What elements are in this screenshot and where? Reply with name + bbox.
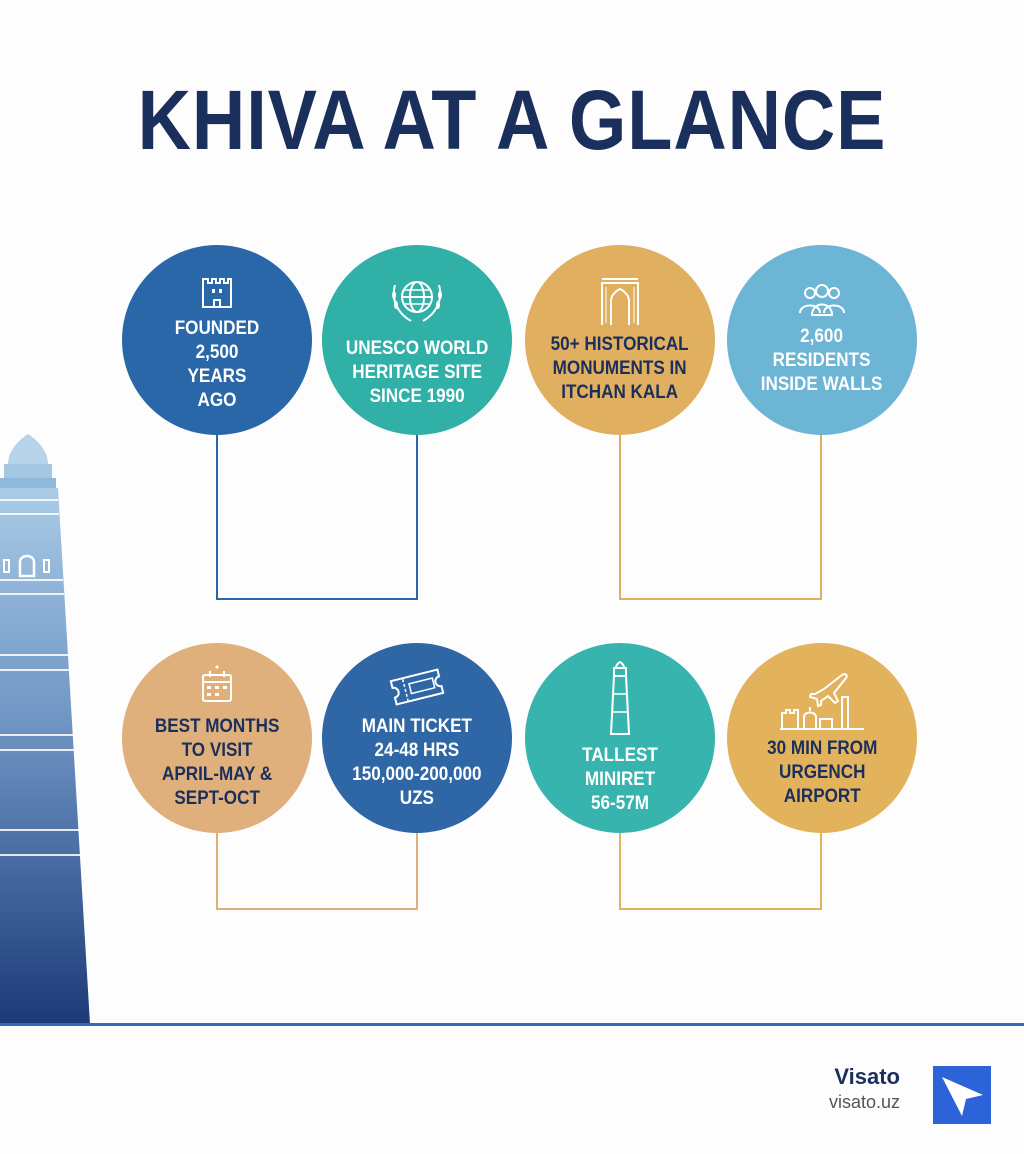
fact-unesco-text: UNESCO WORLD HERITAGE SITE SINCE 1990 [345, 338, 489, 407]
brand-name: Visato [834, 1064, 900, 1089]
fortress-icon [195, 267, 239, 311]
people-icon [796, 283, 848, 319]
fact-best-months-text: BEST MONTHS TO VISIT APRIL-MAY & SEPT-OCT [154, 716, 280, 809]
fact-ticket-text: MAIN TICKET 24-48 HRS 150,000-200,000 UZS [352, 716, 482, 809]
connector-top-left [217, 434, 417, 599]
fact-monuments-text: 50+ HISTORICAL MONUMENTS IN ITCHAN KALA [551, 334, 689, 403]
fact-residents-text: 2,600 RESIDENTS INSIDE WALLS [761, 326, 883, 395]
brand-url[interactable]: visato.uz [828, 1092, 900, 1112]
airplane-icon [780, 667, 864, 731]
minaret-illustration-icon [0, 430, 100, 1026]
fact-minaret [525, 643, 715, 833]
fact-founded [122, 245, 312, 435]
fact-founded-text: FOUNDED 2,500 YEARS AGO [174, 318, 260, 411]
fact-residents [727, 245, 917, 435]
fact-airport [727, 643, 917, 833]
connector-top-right [620, 434, 821, 599]
connector-bottom-right [620, 832, 821, 909]
fact-minaret-text: TALLEST MINIRET 56-57M [582, 745, 658, 814]
footer-divider [0, 1023, 1024, 1026]
calendar-icon [195, 665, 239, 709]
fact-best-months [122, 643, 312, 833]
fact-ticket [322, 643, 512, 833]
visato-logo-icon [933, 1066, 991, 1124]
fact-unesco [322, 245, 512, 435]
ticket-icon [387, 665, 447, 709]
minaret-icon [605, 660, 635, 736]
connector-bottom-left [217, 832, 417, 909]
arch-gate-icon [598, 275, 642, 327]
page-title: KHIVA AT A GLANCE [137, 73, 887, 167]
globe-laurel-icon [385, 271, 449, 331]
fact-airport-text: 30 MIN FROM URGENCH AIRPORT [766, 738, 878, 807]
fact-monuments [525, 245, 715, 435]
